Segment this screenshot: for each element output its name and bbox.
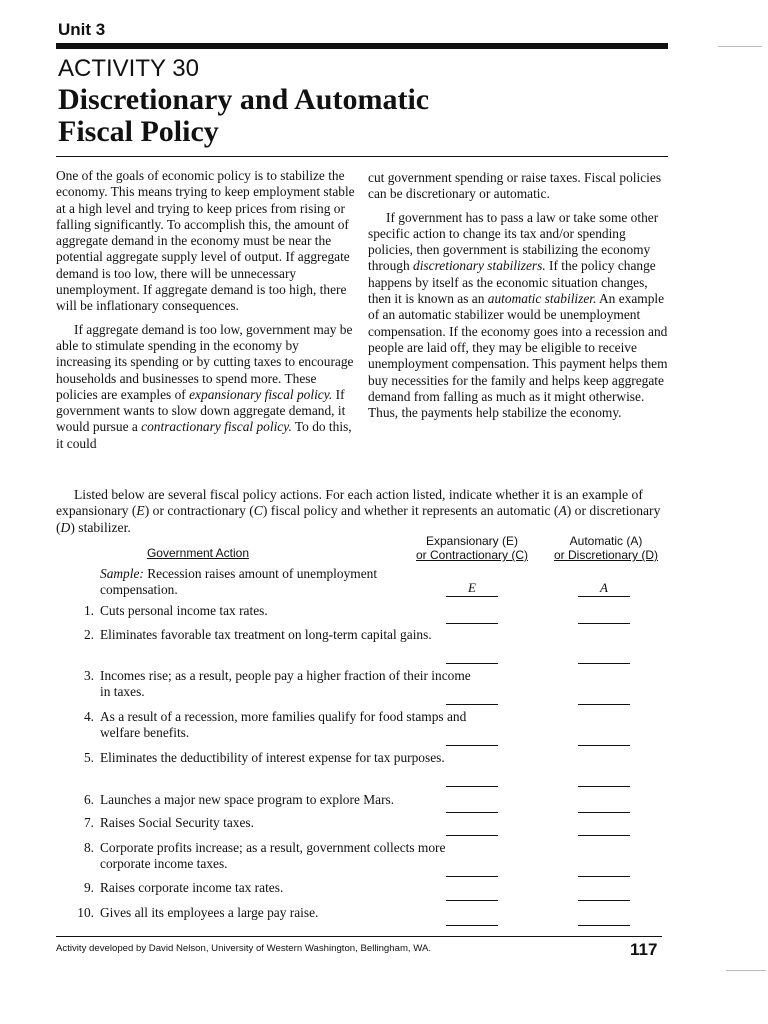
action-item (56, 750, 668, 782)
action-item (56, 840, 668, 872)
sample-answer-ec: E (468, 580, 476, 595)
answer-blank-ad[interactable] (578, 835, 630, 836)
item-text: Gives all its employees a large pay raise. (100, 905, 319, 920)
answer-blank-ec[interactable] (446, 876, 498, 877)
item-text: As a result of a recession, more families qualify for food stamps and welfare benefits. (100, 709, 467, 740)
item-text: Launches a major new space program to explore Mars. (100, 792, 395, 807)
item-number: 10. (77, 905, 94, 920)
item-text: Raises Social Security taxes. (100, 815, 254, 830)
answer-blank-ad[interactable] (578, 704, 630, 705)
action-item (56, 603, 668, 619)
answer-blank-ad[interactable] (578, 623, 630, 624)
answer-blank-ad[interactable] (578, 876, 630, 877)
answer-blank-ad[interactable] (578, 812, 630, 813)
item-number: 7. (83, 815, 94, 830)
answer-blank-ec[interactable] (446, 623, 498, 624)
item-text: Corporate profits increase; as a result, government collects more corporate income taxes. (100, 840, 446, 871)
sample-blank-ad (578, 596, 630, 597)
item-number: 9. (83, 880, 94, 895)
action-item (56, 905, 668, 921)
item-number: 5. (83, 750, 94, 765)
item-number: 3. (83, 668, 94, 683)
sample-blank-ec (446, 596, 498, 597)
title-line-2: Fiscal Policy (58, 115, 219, 148)
item-number: 4. (83, 709, 94, 724)
left-column (56, 168, 356, 452)
answer-blank-ad[interactable] (578, 786, 630, 787)
item-text: Eliminates favorable tax treatment on long-term capital gains. (100, 627, 432, 642)
paragraph: If government has to pass a law or take some other specific action to change its tax and/or spending policies, then government is stabilizing the economy through discretionary stabilizers. If the policy change happens by itself as the economic situation changes, then it is known as an automatic stabilizer. An example of an automatic stabilizer would be unemployment compensation. If the economy goes into a recession and people are laid off, they may be eligible to receive unemployment compensation. This payment helps them buy necessities for the family and helps keep aggregate demand from falling as much as it might otherwise. Thus, the payments help stabilize the economy. (368, 209, 668, 421)
answer-blank-ad[interactable] (578, 900, 630, 901)
item-text: Incomes rise; as a result, people pay a higher fraction of their income in taxes. (100, 668, 471, 699)
sample-row: Sample: Recession raises amount of unemployment compensation. E A (56, 566, 668, 600)
margin-mark (726, 970, 766, 971)
action-item (56, 627, 668, 659)
margin-mark (718, 46, 762, 47)
item-text: Cuts personal income tax rates. (100, 603, 268, 618)
item-number: 8. (83, 840, 94, 855)
paragraph: cut government spending or raise taxes. Fiscal policies can be discretionary or automatic. (368, 170, 662, 202)
answer-blank-ec[interactable] (446, 900, 498, 901)
answer-blank-ec[interactable] (446, 835, 498, 836)
column-header-automatic: Automatic (A) or Discretionary (D) (553, 534, 658, 562)
unit-label: Unit 3 (58, 20, 106, 39)
credit-line: Activity developed by David Nelson, University of Western Washington, Bellingham, WA. (56, 943, 432, 954)
item-number: 2. (83, 627, 94, 642)
instructions: Listed below are several fiscal policy actions. For each action listed, indicate whether it is an example of expansionary (E) or contractionary (C) fiscal policy and whether it represents an automatic (A) or discretionary (D) stabilizer. (56, 487, 661, 535)
answer-blank-ad[interactable] (578, 745, 630, 746)
answer-blank-ec[interactable] (446, 663, 498, 664)
action-item (56, 880, 668, 896)
activity-number: ACTIVITY 30 (58, 55, 199, 82)
header-rule (56, 43, 668, 49)
item-text: Raises corporate income tax rates. (100, 880, 284, 895)
paragraph: If aggregate demand is too low, government may be able to stimulate spending in the economy by increasing its spending or by cutting taxes to encourage households and businesses to spend more. These policies are examples of expansionary fiscal policy. If government wants to slow down aggregate demand, it would pursue a contractionary fiscal policy. To do this, it could (56, 321, 354, 451)
action-item (56, 668, 668, 700)
column-header-action: Government Action (146, 546, 250, 560)
action-item (56, 792, 668, 808)
paragraph: One of the goals of economic policy is to stabilize the economy. This means trying to keep employment stable at a high level and trying to keep prices from rising or falling significantly. To accomplish this, the amount of aggregate demand in the economy must be near the potential aggregate supply level of output. If aggregate demand is too low, there will be unnecessary unemployment. If aggregate demand is too high, there will be inflationary consequences. (56, 168, 355, 314)
footer-rule (56, 936, 662, 937)
item-number: 6. (83, 792, 94, 807)
action-item (56, 709, 668, 741)
page-title (58, 84, 429, 148)
column-header-expansionary: Expansionary (E) or Contractionary (C) (415, 534, 529, 562)
answer-blank-ec[interactable] (446, 704, 498, 705)
sample-answer-ad: A (600, 580, 608, 595)
answer-blank-ad[interactable] (578, 925, 630, 926)
answer-blank-ec[interactable] (446, 745, 498, 746)
item-number: 1. (83, 603, 94, 618)
right-column (368, 170, 668, 421)
action-item (56, 815, 668, 831)
item-text: Eliminates the deductibility of interest expense for tax purposes. (100, 750, 445, 765)
answer-blank-ad[interactable] (578, 663, 630, 664)
title-rule (56, 156, 668, 157)
answer-blank-ec[interactable] (446, 925, 498, 926)
answer-blank-ec[interactable] (446, 786, 498, 787)
page-number: 117 (630, 940, 658, 959)
title-line-1: Discretionary and Automatic (58, 83, 430, 116)
answer-blank-ec[interactable] (446, 812, 498, 813)
